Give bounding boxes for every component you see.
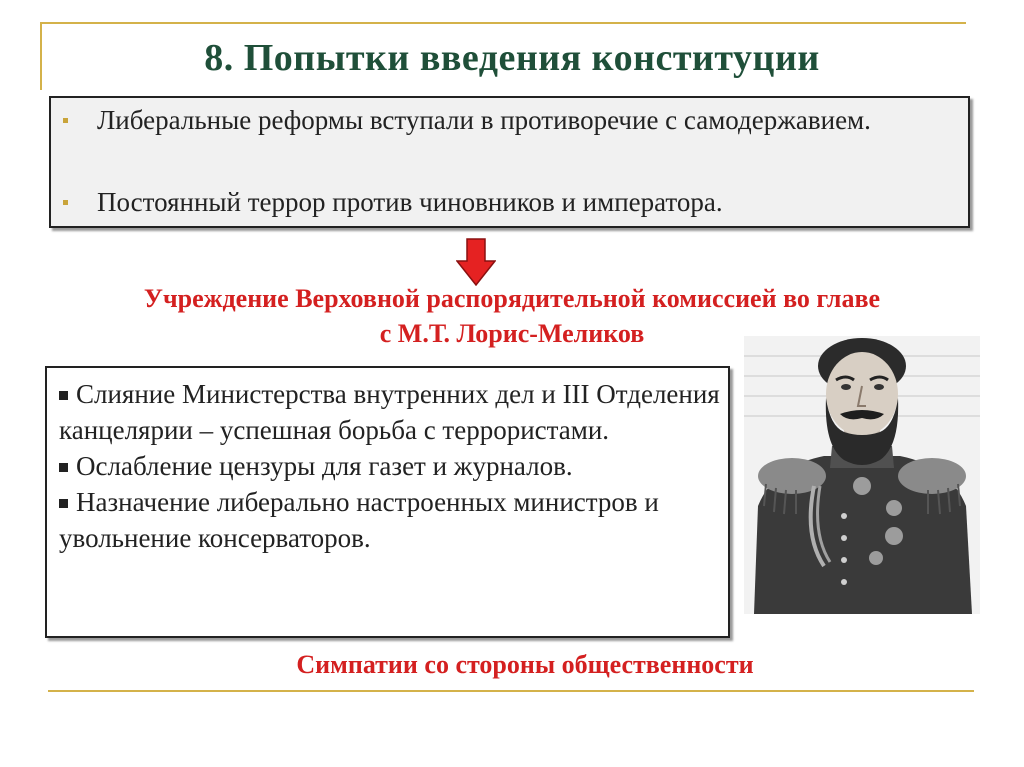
cause-text: Постоянный террор против чиновников и императора. (97, 187, 723, 217)
portrait-image (744, 336, 980, 614)
measures-list (59, 376, 721, 556)
bullet-icon (63, 118, 68, 123)
measures-box (45, 366, 730, 638)
bullet-icon (59, 499, 68, 508)
cause-item (97, 104, 956, 137)
slide-title: 8. Попытки введения конституции (204, 37, 820, 79)
measure-item (59, 484, 721, 556)
bullet-icon (59, 463, 68, 472)
measure-text: Слияние Министерства внутренних дел и III Отделения канцелярии – успешная борьба с террористами. (59, 379, 720, 445)
bullet-icon (63, 200, 68, 205)
result-line-2: с М.Т. Лорис-Меликов (379, 319, 645, 348)
cause-item (97, 186, 956, 219)
top-rule (40, 22, 966, 24)
measure-item (59, 376, 721, 448)
measure-text: Назначение либерально настроенных министров и увольнение консерваторов. (59, 487, 659, 553)
cause-text: Либеральные реформы вступали в противоречие с самодержавием. (97, 105, 871, 135)
measure-text: Ослабление цензуры для газет и журналов. (76, 451, 573, 481)
result-line-1: Учреждение Верховной распорядительной комиссией во главе (143, 284, 881, 313)
bottom-rule (48, 690, 974, 692)
footer-conclusion: Симпатии со стороны общественности (296, 650, 754, 679)
measure-item (59, 448, 721, 484)
causes-box (49, 96, 970, 228)
bullet-icon (59, 391, 68, 400)
down-arrow-icon (456, 238, 496, 286)
